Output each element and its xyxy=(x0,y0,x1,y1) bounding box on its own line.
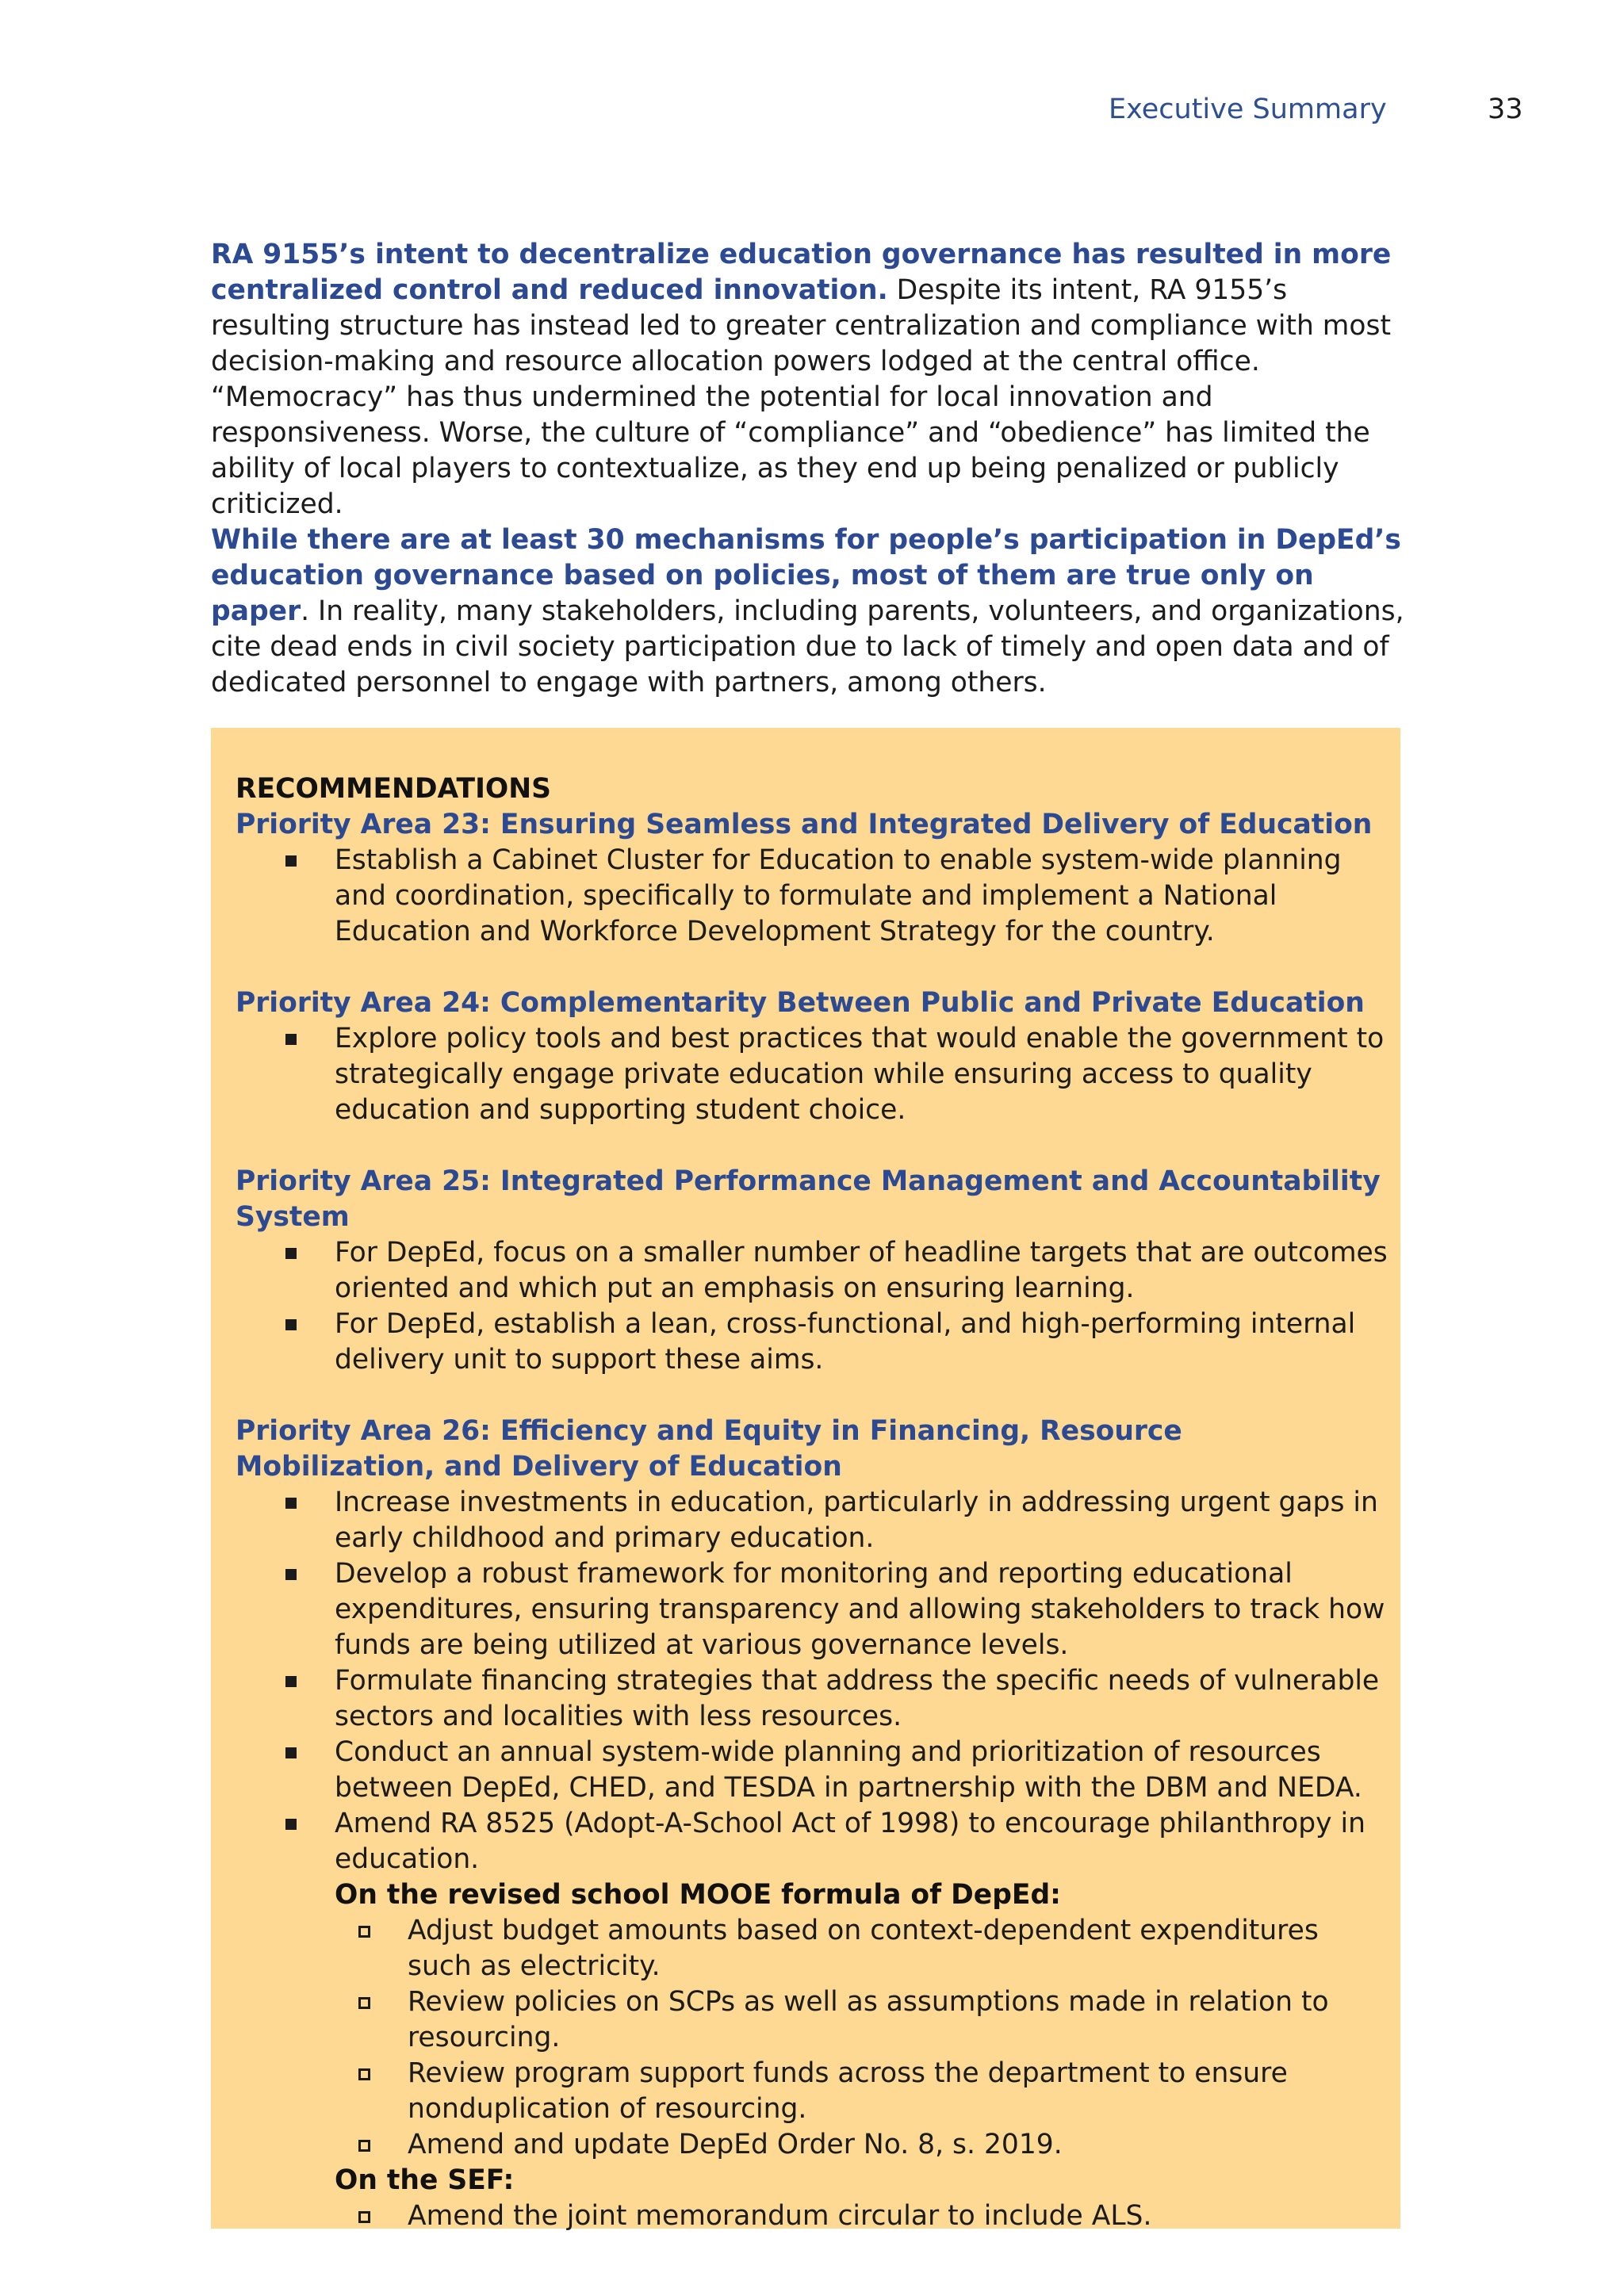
paragraph-decentralization xyxy=(211,237,1408,522)
page-number: 33 xyxy=(1488,94,1523,125)
square-bullet-icon xyxy=(285,1034,297,1045)
square-bullet-icon xyxy=(285,855,297,867)
mooe-subheading: On the revised school MOOE formula of DepEd: xyxy=(335,1879,1061,1911)
hollow-square-bullet-icon xyxy=(358,1997,370,2009)
paragraph-body: . In reality, many stakeholders, including parents, volunteers, and organizations, cite dead ends in civil society participation due to lack of timely and open data and of dedicated personnel to engage with partners, among others. xyxy=(211,595,1404,698)
paragraph-body: Despite its intent, RA 9155’s resulting structure has instead led to greater centralization and compliance with most decision-making and resource allocation powers lodged at the central office. “Memocracy” has thus undermined the potential for local innovation and responsiveness. Worse, the culture of “compliance” and “obedience” has limited the ability of local players to contextualize, as they end up being penalized or publicly criticized. xyxy=(211,274,1392,520)
paragraph-lead: RA 9155’s intent to decentralize education governance has resulted in more centralized control and reduced innovation. xyxy=(211,239,1392,306)
list-item: For DepEd, focus on a smaller number of headline targets that are outcomes oriented and which put an emphasis on ensuring learning. xyxy=(236,1235,1389,1307)
priority-area-title: Priority Area 23: Ensuring Seamless and Integrated Delivery of Education xyxy=(236,809,1373,840)
hollow-square-bullet-icon xyxy=(358,1926,370,1938)
square-bullet-icon xyxy=(285,1319,297,1330)
priority-area-title: Priority Area 25: Integrated Performance Management and Accountability System xyxy=(236,1165,1381,1233)
recommendations-box xyxy=(211,728,1400,2232)
priority-area-24 xyxy=(236,985,1389,1128)
priority-area-26 xyxy=(236,1414,1389,2234)
list-item: Amend RA 8525 (Adopt-A-School Act of 1998) to encourage philanthropy in education. On the revised school MOOE formula of DepEd: Adjust budget amounts based on context-dependent expenditures such as electricity. Review policies on SCPs as well as assumptions made in relation to resourcing. Review program support funds across the department to ensure nonduplication of resourcing. Amend and update DepEd Order No. 8, s. 2019. On the SEF: Amend the joint memorandum circular to include ALS. xyxy=(236,1806,1389,2234)
list-item: Increase investments in education, particularly in addressing urgent gaps in early childhood and primary education. xyxy=(236,1485,1389,1556)
priority-area-title: Priority Area 26: Efficiency and Equity in Financing, Resource Mobilization, and Delivery of Education xyxy=(236,1415,1182,1483)
list-item: Explore policy tools and best practices that would enable the government to strategically engage private education while ensuring access to quality education and supporting student choice. xyxy=(236,1021,1389,1128)
paragraph-participation xyxy=(211,522,1408,701)
list-item: Formulate financing strategies that address the specific needs of vulnerable sectors and localities with less resources. xyxy=(236,1663,1389,1735)
running-header-section: Executive Summary xyxy=(1109,94,1387,125)
recommendations-title: RECOMMENDATIONS xyxy=(236,773,551,805)
priority-area-23 xyxy=(236,807,1389,950)
square-bullet-icon xyxy=(285,1747,297,1758)
list-item: Establish a Cabinet Cluster for Education to enable system-wide planning and coordination, specifically to formulate and implement a National Education and Workforce Development Strategy for the country. xyxy=(236,843,1389,950)
square-bullet-icon xyxy=(285,1498,297,1509)
square-bullet-icon xyxy=(285,1569,297,1580)
square-bullet-icon xyxy=(285,1819,297,1830)
priority-area-title: Priority Area 24: Complementarity Between Public and Private Education xyxy=(236,987,1365,1019)
sub-list-item: Amend and update DepEd Order No. 8, s. 2019. xyxy=(335,2127,1389,2163)
list-item: Develop a robust framework for monitoring and reporting educational expenditures, ensuring transparency and allowing stakeholders to track how funds are being utilized at various governance levels. xyxy=(236,1556,1389,1663)
square-bullet-icon xyxy=(285,1676,297,1687)
list-item: For DepEd, establish a lean, cross-functional, and high-performing internal delivery unit to support these aims. xyxy=(236,1307,1389,1378)
hollow-square-bullet-icon xyxy=(358,2211,370,2223)
square-bullet-icon xyxy=(285,1248,297,1259)
list-item: Conduct an annual system-wide planning and prioritization of resources between DepEd, CHED, and TESDA in partnership with the DBM and NEDA. xyxy=(236,1735,1389,1806)
sub-list-item: Review policies on SCPs as well as assumptions made in relation to resourcing. xyxy=(335,1984,1389,2056)
sub-list-item: Review program support funds across the department to ensure nonduplication of resourcing. xyxy=(335,2056,1389,2127)
paragraph-lead: While there are at least 30 mechanisms for people’s participation in DepEd’s education governance based on policies, most of them are true only on paper xyxy=(211,524,1401,627)
hollow-square-bullet-icon xyxy=(358,2140,370,2152)
priority-area-25 xyxy=(236,1164,1389,1378)
hollow-square-bullet-icon xyxy=(358,2068,370,2080)
sef-subheading: On the SEF: xyxy=(335,2164,515,2196)
sub-list-item: Amend the joint memorandum circular to include ALS. xyxy=(335,2198,1389,2234)
sub-list-item: Adjust budget amounts based on context-dependent expenditures such as electricity. xyxy=(335,1913,1389,1984)
